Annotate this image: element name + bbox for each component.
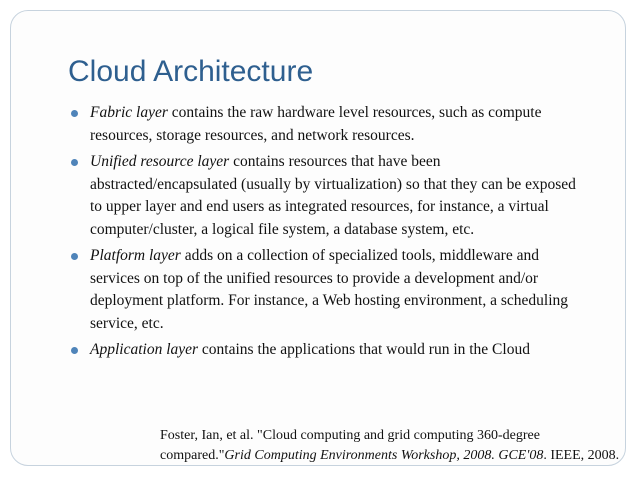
- bullet-text: adds on a collection of specialized tools, middleware and services on top of the unified resources to provide a development and/or deployment platform. For instance, a Web hosting environment, a scheduling service, etc.: [90, 247, 569, 332]
- citation: [160, 426, 620, 466]
- bullet-dot-icon: [71, 347, 78, 354]
- bullet-unified-resource-layer: [70, 151, 590, 241]
- citation-venue: Grid Computing Environments Workshop, 2008. GCE'08: [224, 448, 544, 463]
- bullet-term: Unified resource layer: [90, 153, 230, 170]
- bullet-term: Platform layer: [90, 247, 181, 264]
- bullet-text: contains resources that have been abstracted/encapsulated (usually by virtualization) so that they can be exposed to upper layer and end users as integrated resources, for instance, a virtual computer/cluster, a logical file system, a database system, etc.: [90, 153, 576, 238]
- bullet-dot-icon: [71, 253, 78, 260]
- citation-line-1: Foster, Ian, et al. "Cloud computing and grid computing 360-degree: [160, 428, 540, 443]
- bullet-term: Application layer: [90, 341, 199, 358]
- bullet-text: contains the raw hardware level resources, such as compute resources, storage resources, and network resources.: [90, 104, 542, 144]
- citation-prefix: compared.": [160, 448, 225, 463]
- citation-line-2: [160, 446, 620, 466]
- bullet-dot-icon: [71, 110, 78, 117]
- slide-title: Cloud Architecture: [68, 55, 314, 88]
- bullet-list: [70, 102, 590, 366]
- bullet-term: Fabric layer: [90, 104, 168, 121]
- bullet-dot-icon: [71, 159, 78, 166]
- citation-suffix: . IEEE, 2008.: [543, 448, 620, 463]
- bullet-fabric-layer: [70, 102, 590, 147]
- bullet-application-layer: [70, 339, 590, 362]
- bullet-platform-layer: [70, 245, 590, 335]
- bullet-text: contains the applications that would run in the Cloud: [198, 341, 530, 358]
